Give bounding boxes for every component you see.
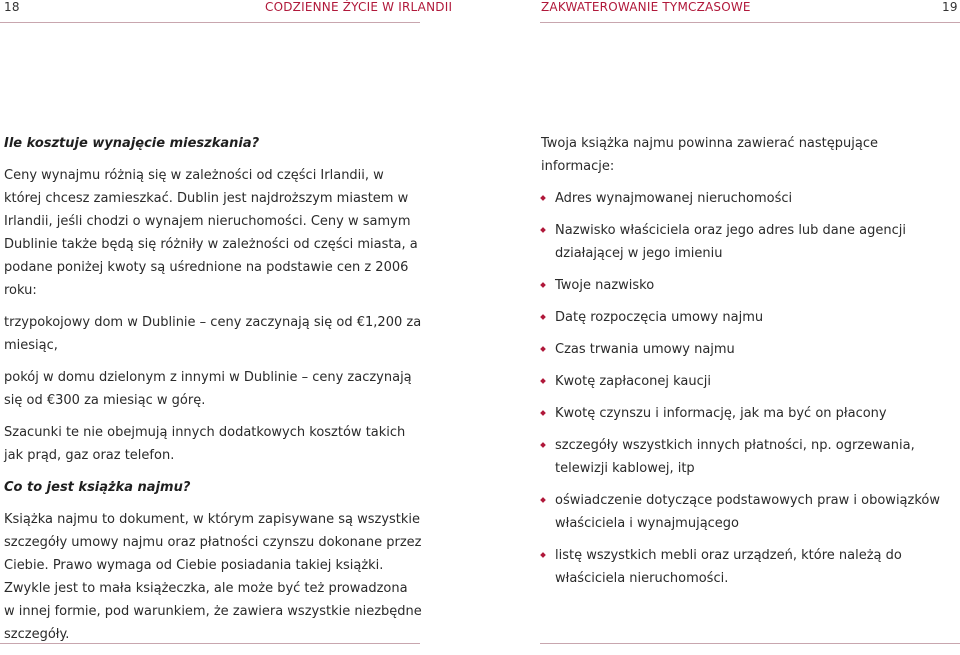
paragraph-rent-intro: Ceny wynajmu różnią się w zależności od części Irlandii, w której chcesz zamieszkać. Dublin jest najdroższym miastem w Irlandii, jeśli chodzi o wynajem nieruchomości. Ceny w samym Dublinie także będą się różniły w zależności od części miasta, a podane poniżej kwoty są uśrednione na podstawie cen z 2006 roku:	[4, 168, 418, 298]
paragraph-extra-costs: Szacunki te nie obejmują innych dodatkowych kosztów takich jak prąd, gaz oraz telefon.	[4, 425, 406, 463]
bullet-icon	[540, 195, 546, 201]
paragraph-rent-book: Książka najmu to dokument, w którym zapisywane są wszystkie szczegóły umowy najmu oraz płatności czynszu dokonane przez Ciebie. Prawo wymaga od Ciebie posiadania takiej książki. Zwykle jest to mała książeczka, ale może być też prowadzona w innej formie, pod warunkiem, że zawiera wszystkie niezbędne szczegóły.	[4, 512, 422, 642]
bullet-icon	[540, 552, 546, 558]
list-item: listę wszystkich mebli oraz urządzeń, które należą do właściciela nieruchomości.	[541, 544, 941, 590]
bullet-icon	[540, 497, 546, 503]
bullet-icon	[540, 282, 546, 288]
top-rule-right	[540, 22, 960, 23]
bullet-icon	[540, 442, 546, 448]
list-item: Datę rozpoczęcia umowy najmu	[541, 306, 941, 329]
list-item: szczegóły wszystkich innych płatności, np. ogrzewania, telewizji kablowej, itp	[541, 434, 941, 480]
question-rent-book: Co to jest książka najmu?	[4, 480, 191, 495]
right-page-number: 19	[942, 0, 958, 14]
list-item: Kwotę czynszu i informację, jak ma być on płacony	[541, 402, 941, 425]
bullet-icon	[540, 314, 546, 320]
list-item: Czas trwania umowy najmu	[541, 338, 941, 361]
list-item: Nazwisko właściciela oraz jego adres lub dane agencji działającej w jego imieniu	[541, 219, 941, 265]
paragraph-house-price: trzypokojowy dom w Dublinie – ceny zaczynają się od €1,200 za miesiąc,	[4, 315, 422, 353]
bullet-icon	[540, 378, 546, 384]
right-section-title: ZAKWATEROWANIE TYMCZASOWE	[541, 0, 751, 14]
left-page-number: 18	[4, 0, 20, 14]
list-item: Kwotę zapłaconej kaucji	[541, 370, 941, 393]
bottom-rule-right	[540, 643, 960, 644]
bullet-icon	[540, 346, 546, 352]
rent-book-requirements-list	[541, 187, 941, 590]
left-column	[4, 132, 422, 655]
list-item: Adres wynajmowanej nieruchomości	[541, 187, 941, 210]
left-section-title: CODZIENNE ŻYCIE W IRLANDII	[265, 0, 453, 14]
top-rule-left	[0, 22, 420, 23]
right-column	[541, 132, 941, 599]
bullet-icon	[540, 410, 546, 416]
paragraph-room-price: pokój w domu dzielonym z innymi w Dublinie – ceny zaczynają się od €300 za miesiąc w górę.	[4, 370, 412, 408]
rent-book-intro: Twoja książka najmu powinna zawierać następujące informacje:	[541, 136, 878, 174]
list-item: oświadczenie dotyczące podstawowych praw i obowiązków właściciela i wynajmującego	[541, 489, 941, 535]
question-rent-cost: Ile kosztuje wynajęcie mieszkania?	[4, 136, 260, 151]
bullet-icon	[540, 227, 546, 233]
list-item: Twoje nazwisko	[541, 274, 941, 297]
